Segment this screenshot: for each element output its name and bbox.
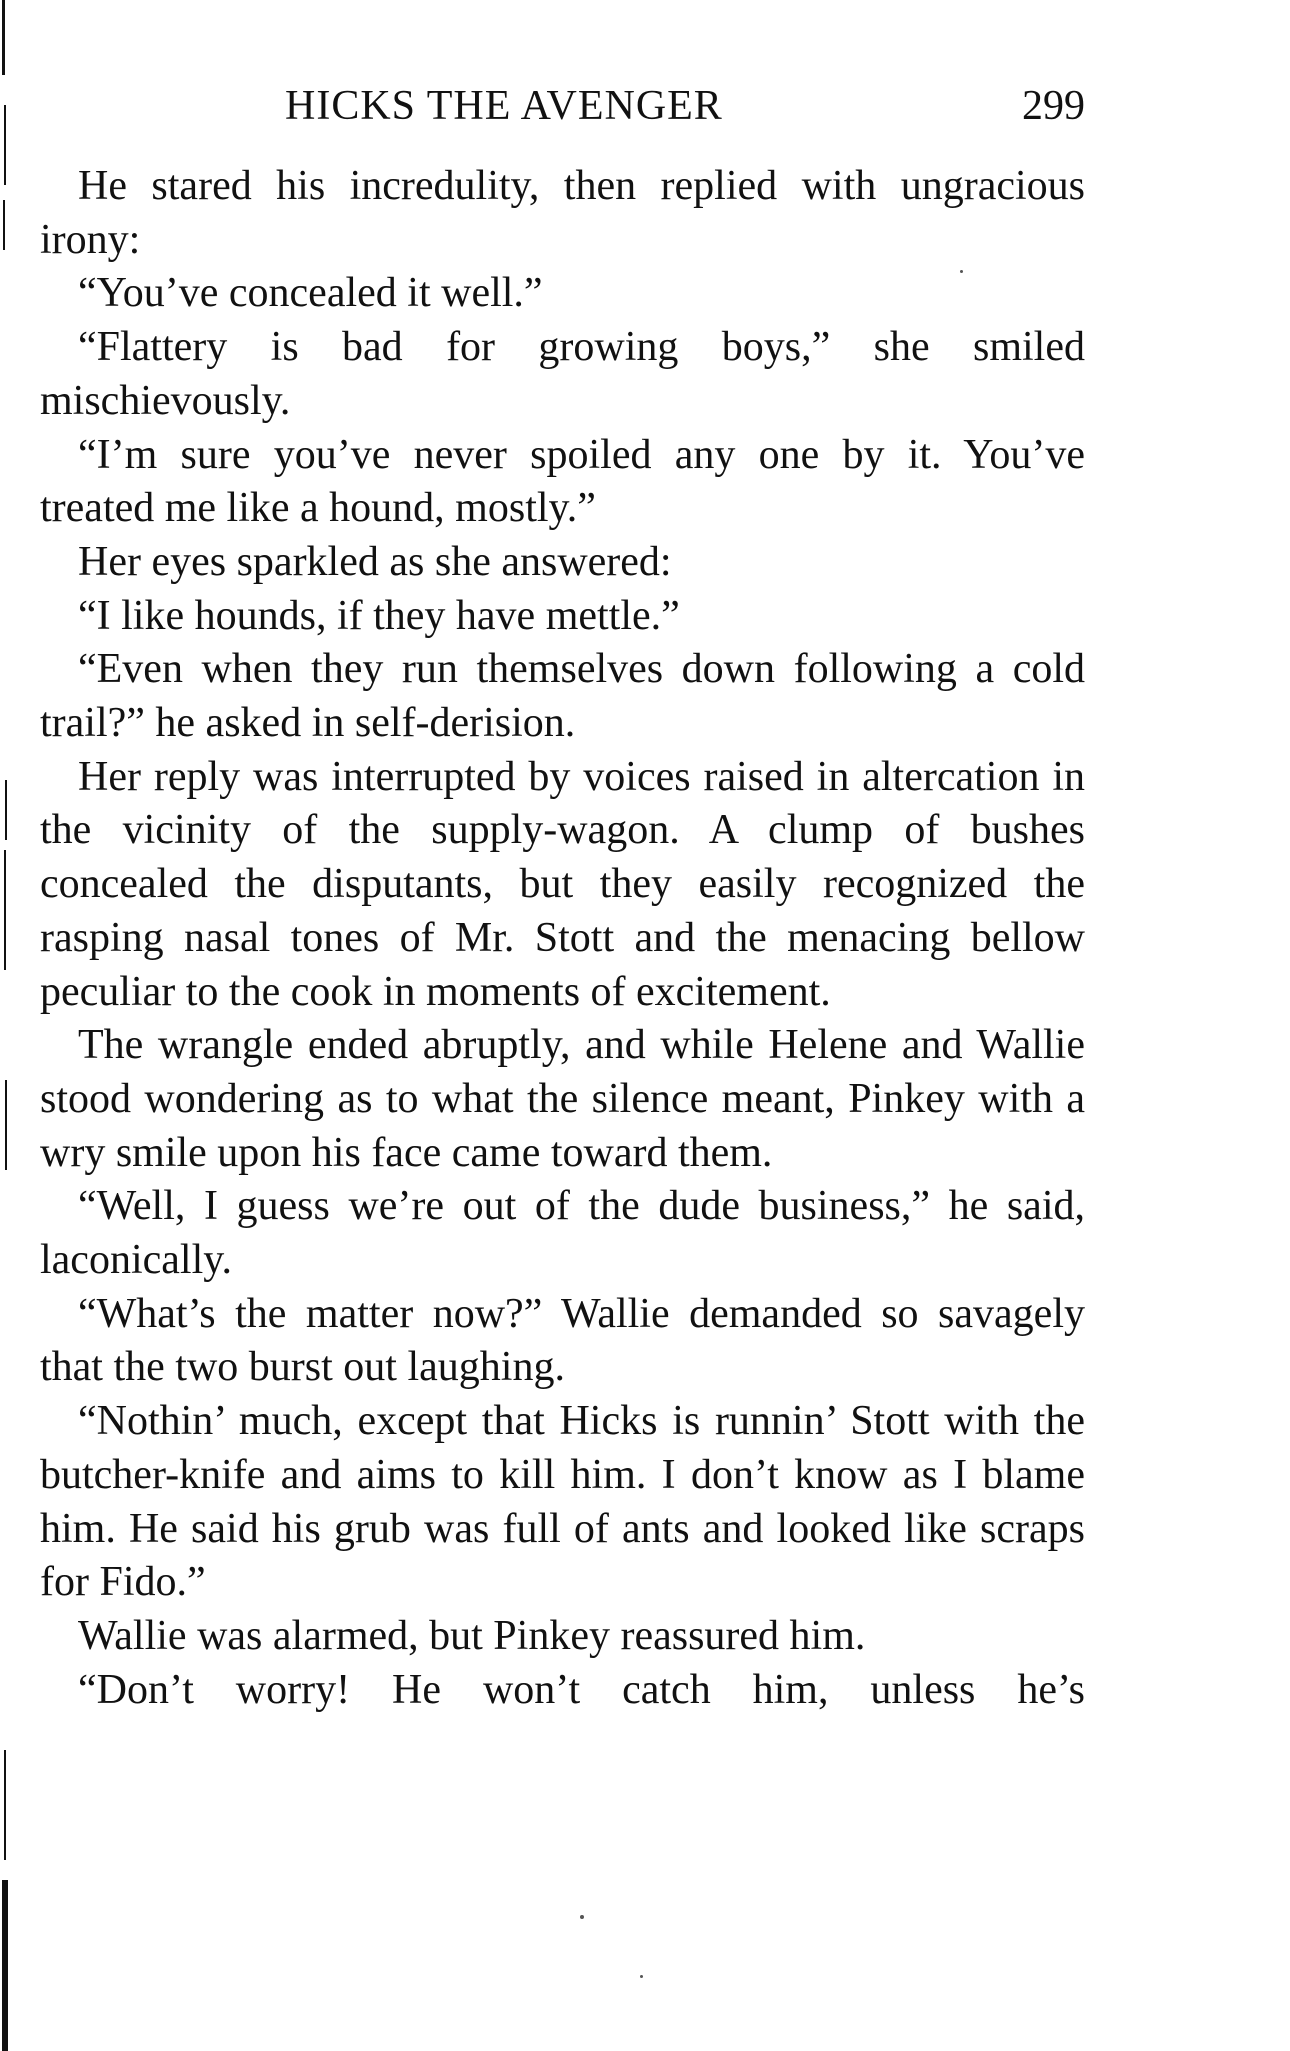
scan-edge-mark [5,780,7,840]
paragraph: Wallie was alarmed, but Pinkey reassured him. [78,1612,866,1659]
paragraph: “You’ve concealed it well.” [78,270,543,317]
scan-edge-mark [3,200,5,250]
paragraph: “Don’t worry! He won’t catch him, unless he’s [78,1666,1085,1713]
scan-speck [580,1915,584,1919]
scan-edge-mark [4,850,6,970]
paragraph: “Flattery is bad for growing boys,” she smiled mischievously. [40,324,1085,424]
running-head [40,78,1085,134]
running-title: HICKS THE AVENGER [285,83,723,129]
scan-edge-mark [4,105,6,185]
paragraph: “Well, I guess we’re out of the dude business,” he said, laconically. [40,1183,1085,1284]
paragraph: “I’m sure you’ve never spoiled any one by it. You’ve treated me like a hound, mostly.” [40,431,1085,532]
paragraph: “Nothin’ much, except that Hicks is runnin’ Stott with the butcher-knife and aims to kill him. I don’t know as I blame him. He said his grub was full of ants and looked like scraps for Fido.” [40,1398,1085,1606]
paragraph: Her reply was interrupted by voices raised in altercation in the vicinity of the supply-wagon. A clump of bushes concealed the disputants, but they easily recognized the rasping nasal tones of Mr. Stott and the menacing bellow peculiar to the cook in moments of excitement. [40,753,1085,1015]
paragraph: “I like hounds, if they have mettle.” [78,592,680,639]
paragraph: “Even when they run themselves down following a cold trail?” he asked in self-derision. [40,646,1085,747]
scan-edge-mark [5,1080,7,1170]
scan-speck [640,1975,643,1978]
scan-edge-mark [2,0,5,75]
scan-edge-mark [2,1880,8,2051]
paragraph: “What’s the matter now?” Wallie demanded so savagely that the two burst out laughing. [40,1290,1085,1391]
body-text [40,160,1085,1717]
scan-edge-mark [4,1750,6,1860]
page-number: 299 [1022,83,1085,129]
paragraph: He stared his incredulity, then replied with ungracious irony: [40,163,1085,263]
paragraph: The wrangle ended abruptly, and while Helene and Wallie stood wondering as to what the silence meant, Pinkey with a wry smile upon his face came toward them. [40,1022,1085,1176]
paragraph: Her eyes sparkled as she answered: [78,538,672,585]
